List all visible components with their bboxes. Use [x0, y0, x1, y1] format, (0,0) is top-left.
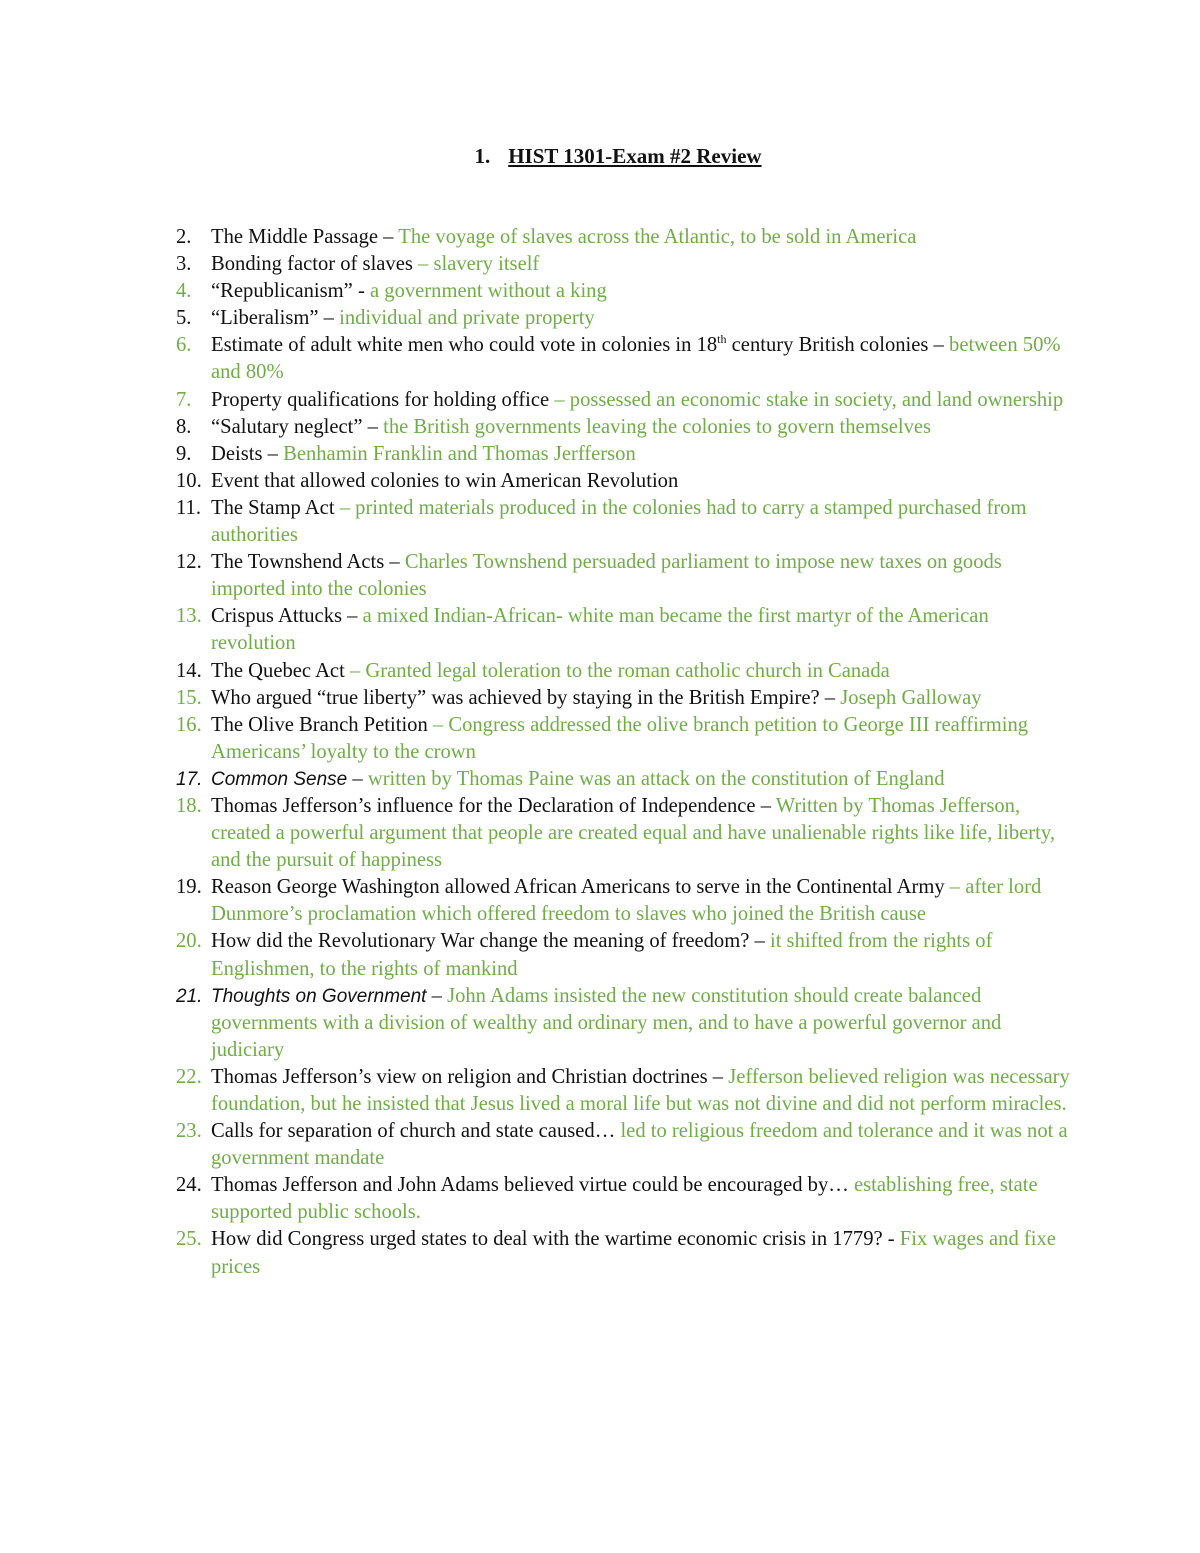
item-dash: –: [347, 767, 368, 790]
list-item: [170, 414, 1070, 441]
item-question: Event that allowed colonies to win American Revolution: [211, 469, 679, 492]
item-number: 8.: [176, 415, 192, 438]
list-item: [170, 278, 1070, 305]
item-question: Reason George Washington allowed African Americans to serve in the Continental Army: [211, 876, 950, 899]
list-item: [170, 874, 1070, 928]
item-answer: Fix wages and fixe prices: [211, 1228, 1056, 1278]
item-question: The Quebec Act: [211, 659, 350, 682]
list-item: [170, 441, 1070, 468]
item-number: 23.: [176, 1120, 202, 1143]
item-number: 3.: [176, 253, 192, 276]
item-number: 6.: [176, 334, 192, 357]
item-question: Common Sense: [211, 768, 348, 790]
item-answer: the British governments leaving the colonies to govern themselves: [383, 415, 932, 438]
list-item: [170, 468, 1070, 495]
item-question: Thoughts on Government: [211, 985, 427, 1007]
list-item: [170, 685, 1070, 712]
item-dash: –: [426, 984, 448, 1007]
list-item: [170, 332, 1070, 386]
title-text: HIST 1301-Exam #2 Review: [508, 144, 762, 168]
item-answer: between 50% and 80%: [211, 334, 1061, 384]
item-answer: – printed materials produced in the colonies had to carry a stamped purchased from authorities: [211, 496, 1027, 547]
list-item: [170, 928, 1070, 982]
title-number: 1.: [474, 144, 491, 168]
list-item: [170, 1226, 1070, 1280]
list-item: [170, 387, 1070, 414]
item-answer: John Adams insisted the new constitution should create balanced governments with a division of wealthy and ordinary men, and to have a powerful governor and judiciary: [211, 984, 1002, 1061]
item-answer: – Congress addressed the olive branch petition to George III reaffirming Americans’ loyalty to the crown: [211, 713, 1029, 763]
item-answer: led to religious freedom and tolerance and it was not a government mandate: [211, 1120, 1068, 1170]
item-answer: Charles Townshend persuaded parliament to impose new taxes on goods imported into the colonies: [211, 551, 1002, 601]
item-question: Crispus Attucks –: [211, 605, 363, 628]
item-number: 4.: [176, 280, 192, 303]
page-title: [0, 143, 1200, 170]
item-number: 22.: [176, 1065, 202, 1088]
item-answer: – Granted legal toleration to the roman catholic church in Canada: [349, 659, 890, 682]
item-answer: written by Thomas Paine was an attack on the constitution of England: [367, 767, 945, 790]
item-number: 15.: [176, 686, 202, 709]
item-question: The Middle Passage –: [211, 226, 399, 248]
list-item: [170, 495, 1070, 549]
item-question: The Olive Branch Petition: [211, 713, 433, 736]
item-number: 9.: [176, 442, 192, 465]
item-number: 10.: [176, 469, 202, 492]
item-answer: Benhamin Franklin and Thomas Jerfferson: [283, 442, 636, 465]
item-question: Estimate of adult white men who could vote in colonies in 18: [211, 334, 718, 357]
item-number: 18.: [176, 794, 202, 817]
item-question: “Salutary neglect” –: [211, 415, 384, 438]
item-question: Deists –: [211, 442, 284, 465]
item-number: 11.: [176, 496, 201, 519]
item-question: Thomas Jefferson’s influence for the Declaration of Independence –: [211, 794, 776, 817]
item-question: How did Congress urged states to deal with the wartime economic crisis in 1779? -: [211, 1228, 900, 1251]
list-item: [170, 1118, 1070, 1172]
item-question: How did the Revolutionary War change the meaning of freedom? –: [211, 930, 770, 953]
list-item: [170, 712, 1070, 766]
item-answer: – slavery itself: [418, 253, 540, 276]
list-item: [170, 305, 1070, 332]
item-question: The Stamp Act: [211, 496, 340, 519]
item-question: Thomas Jefferson’s view on religion and Christian doctrines –: [211, 1065, 729, 1088]
item-answer: – possessed an economic stake in society, and land ownership: [554, 388, 1064, 411]
list-item: [170, 1172, 1070, 1226]
item-number: 2.: [176, 226, 192, 248]
item-number: 25.: [176, 1228, 202, 1251]
item-answer: Written by Thomas Jefferson, created a powerful argument that people are created equal and have unalienable rights like life, liberty, and the pursuit of happiness: [211, 794, 1055, 872]
item-question: Calls for separation of church and state caused…: [211, 1120, 621, 1143]
list-item: [170, 658, 1070, 685]
item-answer: individual and private property: [339, 307, 595, 330]
item-number: 7.: [176, 388, 192, 411]
item-question: Who argued “true liberty” was achieved by staying in the British Empire? –: [211, 686, 841, 709]
item-answer: Jefferson believed religion was necessary foundation, but he insisted that Jesus lived a moral life but was not divine and did not perform miracles.: [211, 1065, 1070, 1115]
item-question: Thomas Jefferson and John Adams believed virtue could be encouraged by…: [211, 1174, 855, 1197]
item-question: Bonding factor of slaves: [211, 253, 419, 276]
list-item: [170, 549, 1070, 603]
item-answer: it shifted from the rights of Englishmen, to the rights of mankind: [211, 930, 993, 980]
item-number: 21.: [176, 985, 203, 1007]
item-number: 17.: [176, 768, 203, 790]
item-number: 19.: [176, 876, 202, 899]
item-number: 24.: [176, 1174, 202, 1197]
item-question: The Townshend Acts –: [211, 551, 405, 574]
item-question: “Republicanism” -: [211, 280, 370, 303]
item-answer: Joseph Galloway: [840, 686, 982, 709]
list-item: [170, 766, 1070, 793]
item-number: 12.: [176, 551, 202, 574]
list-item: [170, 793, 1070, 874]
list-item: [170, 224, 1070, 251]
item-number: 16.: [176, 713, 202, 736]
item-answer: – after lord Dunmore’s proclamation which offered freedom to slaves who joined the British cause: [211, 876, 1042, 926]
item-number: 13.: [176, 605, 202, 628]
list-item: [170, 603, 1070, 657]
item-question: Property qualifications for holding office: [211, 388, 555, 411]
item-answer: The voyage of slaves across the Atlantic, to be sold in America: [398, 226, 917, 248]
item-number: 20.: [176, 930, 202, 953]
item-question: “Liberalism” –: [211, 307, 340, 330]
list-item: [170, 251, 1070, 278]
item-number: 5.: [176, 307, 192, 330]
item-superscript: th: [717, 332, 727, 347]
item-question-cont: century British colonies –: [726, 334, 950, 357]
list-item: [170, 983, 1070, 1064]
list-item: [170, 1064, 1070, 1118]
item-answer: a mixed Indian-African- white man became the first martyr of the American revolution: [211, 605, 989, 655]
item-number: 14.: [176, 659, 202, 682]
review-list: [170, 224, 1070, 1281]
item-answer: establishing free, state supported public schools.: [211, 1174, 1038, 1224]
item-answer: a government without a king: [369, 280, 607, 303]
